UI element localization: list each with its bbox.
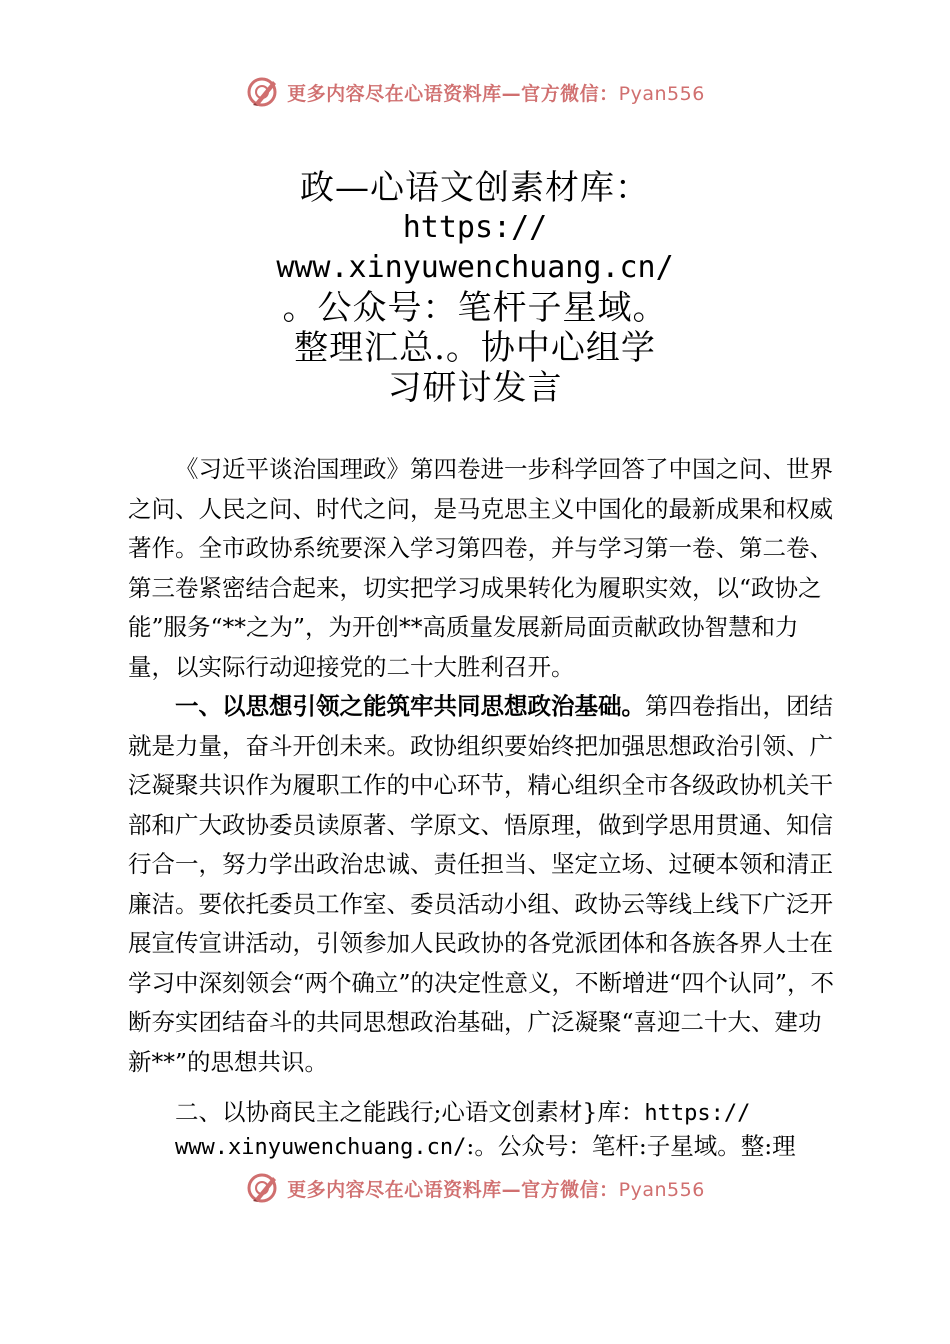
watermark-text: 更多内容尽在心语资料库—官方微信：Pyan556 bbox=[287, 82, 705, 105]
document-body bbox=[128, 450, 843, 1082]
wechat-id: Pyan556 bbox=[618, 1178, 705, 1201]
watermark-text: 更多内容尽在心语资料库—官方微信：Pyan556 bbox=[287, 1178, 705, 1201]
paragraph-intro: 《习近平谈治国理政》第四卷进一步科学回答了中国之问、世界之问、人民之问、时代之问，是马克思主义中国化的最新成果和权威著作。全市政协系统要深入学习第四卷，并与学习第一卷、第二卷、第三卷紧密结合起来，切实把学习成果转化为履职实效，以“政协之能”服务“**之为”，为开创**高质量发展新局面贡献政协智慧和力量，以实际行动迎接党的二十大胜利召开。 bbox=[128, 455, 833, 681]
pen-logo-icon bbox=[245, 75, 279, 109]
paragraph-section-1 bbox=[128, 687, 843, 1082]
header-watermark-banner bbox=[0, 72, 950, 112]
wechat-id: Pyan556 bbox=[618, 82, 705, 105]
section-1-text: 第四卷指出，团结就是力量，奋斗开创未来。政协组织要始终把加强思想政治引领、广泛凝聚共识作为履职工作的中心环节，精心组织全市各级政协机关干部和广大政协委员读原著、学原文、悟原理，做到学思用贯通、知信行合一，努力学出政治忠诚、责任担当、坚定立场、过硬本领和清正廉洁。要依托委员工作室、委员活动小组、政协云等线上线下广泛开展宣传宣讲活动，引领参加人民政协的各党派团体和各族各界人士在学习中深刻领会“两个确立”的决定性意义，不断增进“四个认同”，不断夯实团结奋斗的共同思想政治基础，广泛凝聚“喜迎二十大、建功新**”的思想共识。 bbox=[128, 692, 835, 1076]
section-2-line-1: 二、以协商民主之能践行;心语文创素材}库：https:// bbox=[175, 1098, 751, 1126]
title-line-4: 。公众号：笔杆子星域。 bbox=[282, 288, 668, 328]
title-line-1: 政—心语文创素材库： bbox=[300, 168, 650, 208]
section-2-line-2: www.xinyuwenchuang.cn/:。公众号：笔杆:子星域。整:理 bbox=[175, 1132, 796, 1160]
title-line-2: https:// bbox=[402, 210, 548, 245]
section-2-start bbox=[128, 1096, 848, 1164]
footer-watermark-banner bbox=[0, 1168, 950, 1208]
document-title bbox=[150, 168, 800, 408]
title-line-3: www.xinyuwenchuang.cn/ bbox=[276, 250, 674, 285]
title-line-6: 习研讨发言 bbox=[387, 368, 563, 408]
section-1-heading: 一、以思想引领之能筑牢共同思想政治基础。 bbox=[175, 692, 645, 720]
pen-logo-icon bbox=[245, 1171, 279, 1205]
title-line-5: 整理汇总.。协中心组学 bbox=[294, 328, 656, 368]
